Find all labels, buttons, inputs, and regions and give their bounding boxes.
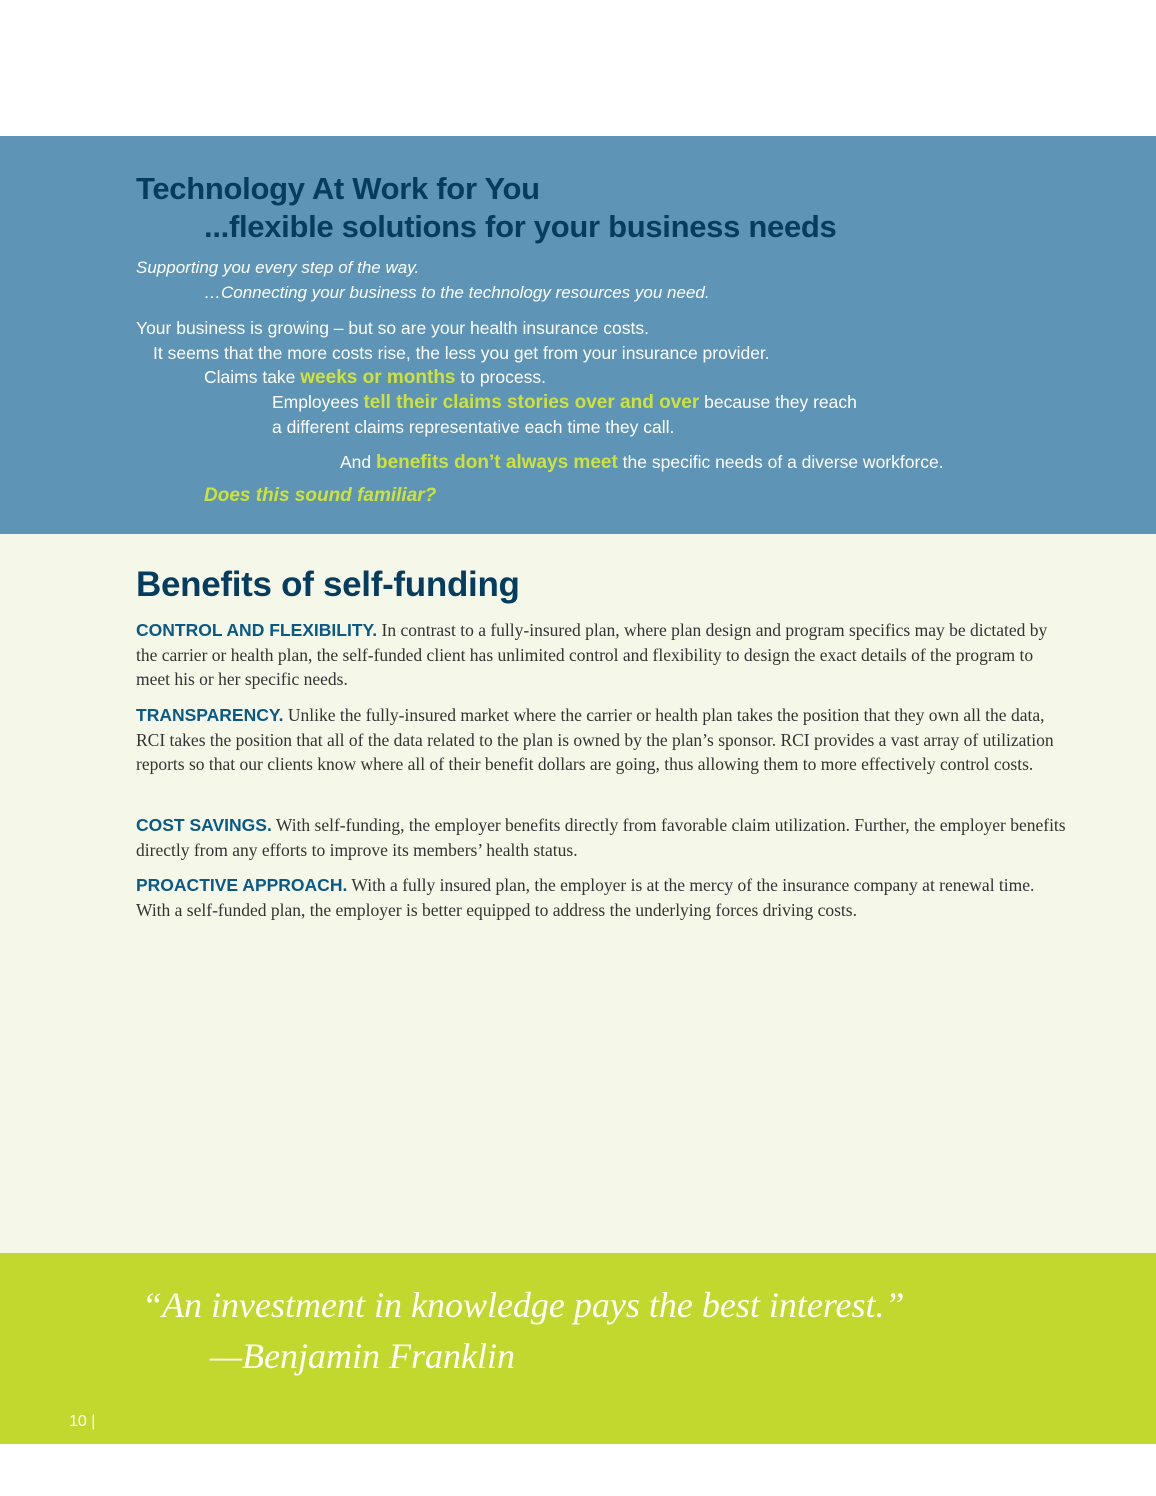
benefit-cost-savings	[136, 813, 1066, 862]
intro-line-3: Claims take weeks or months to process.	[204, 367, 546, 388]
benefit-transparency	[136, 703, 1066, 777]
benefit-term: TRANSPARENCY.	[136, 705, 284, 725]
quote-author: —Benjamin Franklin	[210, 1336, 515, 1376]
highlight-text: tell their claims stories over and over	[363, 392, 700, 413]
intro-line-1: Your business is growing – but so are your health insurance costs.	[136, 318, 649, 338]
benefit-term: COST SAVINGS.	[136, 815, 272, 835]
page-title: Technology At Work for You	[136, 171, 540, 206]
highlight-text: weeks or months	[300, 367, 456, 388]
quote-band	[0, 1253, 1156, 1444]
benefit-term: CONTROL AND FLEXIBILITY.	[136, 620, 378, 640]
intro-line-4: Employees tell their claims stories over and over because they reach	[272, 392, 857, 413]
benefit-text: With a fully insured plan, the employer is at the mercy of the insurance company at renewal time. With a self-funded plan, the employer is better equipped to address the underlying forces driving costs.	[136, 875, 1035, 920]
tagline-line-1: Supporting you every step of the way.	[136, 258, 420, 277]
benefit-text: With self-funding, the employer benefits directly from favorable claim utilization. Further, the employer benefits directly from any efforts to improve its members’ health status.	[136, 815, 1066, 860]
quote-text: “An investment in knowledge pays the best interest.”	[142, 1285, 905, 1325]
highlight-text: benefits don’t always meet	[376, 452, 618, 473]
intro-line-6: And benefits don’t always meet the specific needs of a diverse workforce.	[340, 452, 944, 473]
benefit-control-flexibility	[136, 618, 1066, 692]
page-number: 10 |	[69, 1413, 96, 1430]
benefit-proactive-approach	[136, 873, 1066, 922]
intro-line-2: It seems that the more costs rise, the less you get from your insurance provider.	[153, 343, 770, 363]
intro-question: Does this sound familiar?	[204, 485, 437, 506]
section-heading: Benefits of self-funding	[136, 565, 520, 604]
benefit-text: In contrast to a fully-insured plan, where plan design and program specifics may be dictated by the carrier or health plan, the self-funded client has unlimited control and flexibility to design the exact details of the program to meet his or her specific needs.	[136, 620, 1048, 689]
tagline-line-2: …Connecting your business to the technology resources you need.	[204, 283, 710, 302]
benefit-text: Unlike the fully-insured market where the carrier or health plan takes the position that they own all the data, RCI takes the position that all of the data related to the plan is owned by the plan’s sponsor. RCI provides a vast array of utilization reports so that our clients know where all of their benefit dollars are going, thus allowing them to more effectively control costs.	[136, 705, 1054, 774]
page-subtitle: ...flexible solutions for your business needs	[204, 209, 837, 244]
benefit-term: PROACTIVE APPROACH.	[136, 875, 348, 895]
intro-line-5: a different claims representative each time they call.	[272, 417, 675, 437]
